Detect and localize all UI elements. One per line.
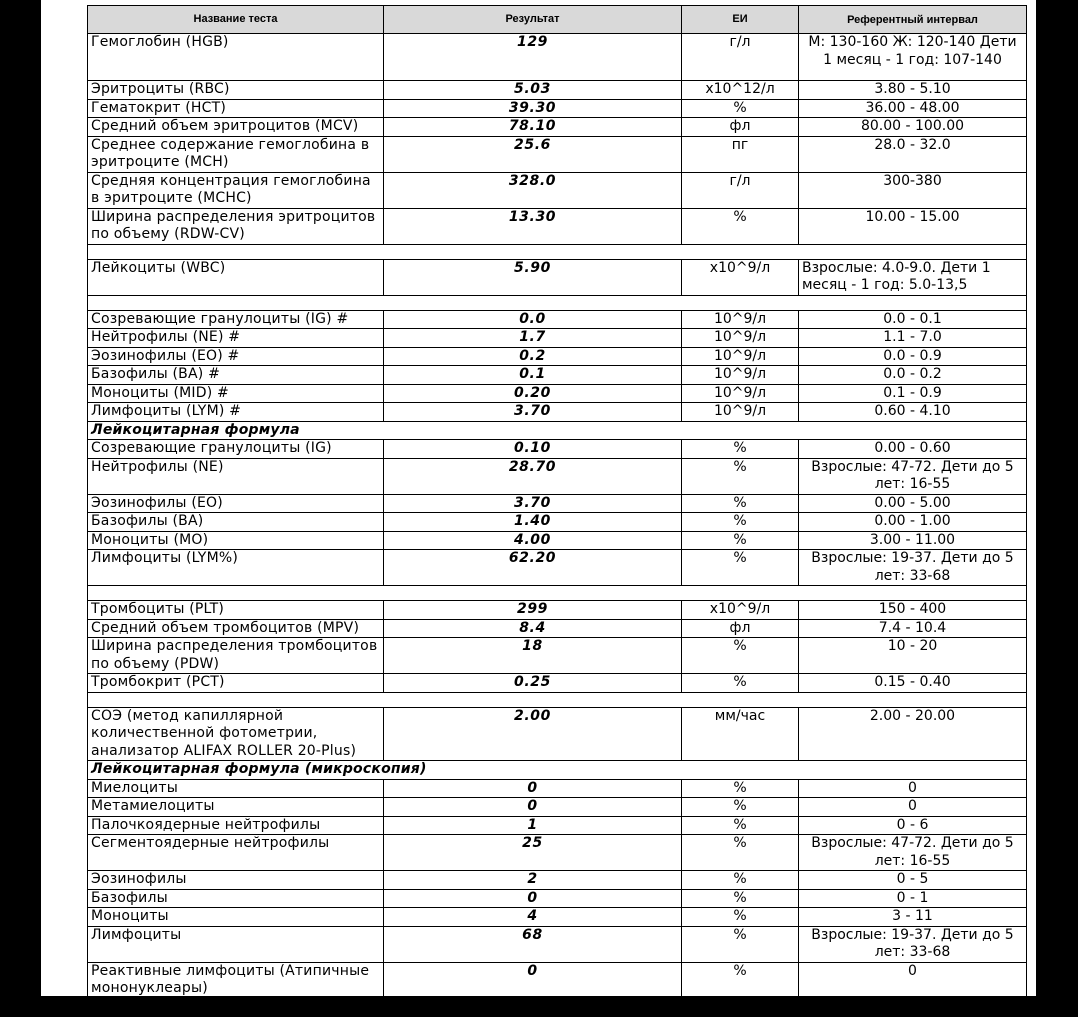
test-name-cell: Миелоциты bbox=[88, 779, 384, 798]
unit-cell: % bbox=[682, 962, 799, 998]
result-cell: 1.7 bbox=[384, 329, 682, 348]
result-cell: 8.4 bbox=[384, 619, 682, 638]
result-cell: 0.25 bbox=[384, 674, 682, 693]
test-name-cell: Эозинофилы (EO) # bbox=[88, 347, 384, 366]
test-name-cell: Гематокрит (HCT) bbox=[88, 99, 384, 118]
test-name-cell: Ширина распределения эритроцитов по объему (RDW-CV) bbox=[88, 208, 384, 244]
unit-cell: x10^12/л bbox=[682, 81, 799, 100]
unit-cell: % bbox=[682, 926, 799, 962]
reference-cell: 0 - 5 bbox=[799, 871, 1027, 890]
result-cell: 18 bbox=[384, 638, 682, 674]
reference-cell: 7.4 - 10.4 bbox=[799, 619, 1027, 638]
table-row bbox=[88, 440, 1027, 459]
result-cell: 0 bbox=[384, 889, 682, 908]
result-cell: 68 bbox=[384, 926, 682, 962]
result-cell: 0.2 bbox=[384, 347, 682, 366]
unit-cell: % bbox=[682, 99, 799, 118]
result-cell: 5.90 bbox=[384, 259, 682, 295]
test-name-cell: Тромбокрит (PCT) bbox=[88, 674, 384, 693]
unit-cell: % bbox=[682, 779, 799, 798]
test-name-cell: Базофилы (BA) bbox=[88, 513, 384, 532]
section-header-row bbox=[88, 421, 1027, 440]
reference-cell: 0.15 - 0.40 bbox=[799, 674, 1027, 693]
result-cell: 3.70 bbox=[384, 403, 682, 422]
table-row bbox=[88, 172, 1027, 208]
test-name-cell: Метамиелоциты bbox=[88, 798, 384, 817]
section-header-row bbox=[88, 761, 1027, 780]
test-name-cell: Лейкоциты (WBC) bbox=[88, 259, 384, 295]
result-cell: 2.00 bbox=[384, 707, 682, 761]
reference-cell: 0.60 - 4.10 bbox=[799, 403, 1027, 422]
reference-cell: 10 - 20 bbox=[799, 638, 1027, 674]
unit-cell: % bbox=[682, 513, 799, 532]
result-cell: 2 bbox=[384, 871, 682, 890]
unit-cell: 10^9/л bbox=[682, 384, 799, 403]
result-cell: 0.20 bbox=[384, 384, 682, 403]
table-row bbox=[88, 871, 1027, 890]
test-name-cell: Реактивные лимфоциты (Атипичные мононуклеары) bbox=[88, 962, 384, 998]
table-header-row bbox=[88, 6, 1027, 34]
result-cell: 39.30 bbox=[384, 99, 682, 118]
table-spacer-row bbox=[88, 244, 1027, 259]
test-name-cell: Нейтрофилы (NE) bbox=[88, 458, 384, 494]
reference-cell: 36.00 - 48.00 bbox=[799, 99, 1027, 118]
unit-cell: % bbox=[682, 531, 799, 550]
test-name-cell: Базофилы bbox=[88, 889, 384, 908]
table-row bbox=[88, 619, 1027, 638]
test-name-cell: Средний объем тромбоцитов (MPV) bbox=[88, 619, 384, 638]
reference-cell: 0.00 - 1.00 bbox=[799, 513, 1027, 532]
table-row bbox=[88, 403, 1027, 422]
unit-cell: % bbox=[682, 871, 799, 890]
reference-cell: 0.1 - 0.9 bbox=[799, 384, 1027, 403]
test-name-cell: Тромбоциты (PLT) bbox=[88, 601, 384, 620]
test-name-cell: Эозинофилы (EO) bbox=[88, 494, 384, 513]
reference-cell: Взрослые: 4.0-9.0. Дети 1 месяц - 1 год: 5.0-13,5 bbox=[799, 259, 1027, 295]
result-cell: 328.0 bbox=[384, 172, 682, 208]
test-name-cell: Гемоглобин (HGB) bbox=[88, 34, 384, 81]
header-result: Результат bbox=[384, 6, 682, 34]
test-name-cell: Нейтрофилы (NE) # bbox=[88, 329, 384, 348]
result-cell: 129 bbox=[384, 34, 682, 81]
table-row bbox=[88, 494, 1027, 513]
result-cell: 4.00 bbox=[384, 531, 682, 550]
unit-cell: % bbox=[682, 494, 799, 513]
test-name-cell: Моноциты (MO) bbox=[88, 531, 384, 550]
table-row bbox=[88, 259, 1027, 295]
results-body bbox=[88, 34, 1027, 1017]
test-name-cell: Эозинофилы bbox=[88, 871, 384, 890]
table-row bbox=[88, 835, 1027, 871]
test-name-cell: Средняя концентрация гемоглобина в эритроците (MCHC) bbox=[88, 172, 384, 208]
unit-cell: % bbox=[682, 674, 799, 693]
result-cell: 4 bbox=[384, 908, 682, 927]
reference-cell: 0.0 - 0.9 bbox=[799, 347, 1027, 366]
table-spacer-row bbox=[88, 586, 1027, 601]
table-row bbox=[88, 366, 1027, 385]
unit-cell: 10^9/л bbox=[682, 329, 799, 348]
table-row bbox=[88, 118, 1027, 137]
test-name-cell: Лимфоциты (LYM%) bbox=[88, 550, 384, 586]
test-name-cell: Ширина распределения тромбоцитов по объему (PDW) bbox=[88, 638, 384, 674]
table-row bbox=[88, 99, 1027, 118]
reference-cell: Взрослые: 47-72. Дети до 5 лет: 16-55 bbox=[799, 458, 1027, 494]
unit-cell: x10^9/л bbox=[682, 259, 799, 295]
unit-cell: фл bbox=[682, 619, 799, 638]
result-cell: 25 bbox=[384, 835, 682, 871]
table-row bbox=[88, 926, 1027, 962]
test-name-cell: Моноциты (MID) # bbox=[88, 384, 384, 403]
result-cell: 28.70 bbox=[384, 458, 682, 494]
reference-cell: 0 bbox=[799, 962, 1027, 998]
table-row bbox=[88, 798, 1027, 817]
reference-cell: 150 - 400 bbox=[799, 601, 1027, 620]
unit-cell: % bbox=[682, 208, 799, 244]
unit-cell: % bbox=[682, 458, 799, 494]
unit-cell: 10^9/л bbox=[682, 347, 799, 366]
reference-cell: 0 - 6 bbox=[799, 816, 1027, 835]
table-row bbox=[88, 889, 1027, 908]
unit-cell: г/л bbox=[682, 172, 799, 208]
unit-cell: пг bbox=[682, 136, 799, 172]
result-cell: 0 bbox=[384, 779, 682, 798]
section-title: Лейкоцитарная формула bbox=[88, 421, 1027, 440]
table-row bbox=[88, 81, 1027, 100]
unit-cell: x10^9/л bbox=[682, 601, 799, 620]
reference-cell: Взрослые: 19-37. Дети до 5 лет: 33-68 bbox=[799, 926, 1027, 962]
reference-cell: 3.00 - 11.00 bbox=[799, 531, 1027, 550]
reference-cell: 10.00 - 15.00 bbox=[799, 208, 1027, 244]
table-row bbox=[88, 908, 1027, 927]
unit-cell: г/л bbox=[682, 34, 799, 81]
unit-cell: 10^9/л bbox=[682, 403, 799, 422]
header-reference: Референтный интервал bbox=[799, 6, 1027, 34]
table-row bbox=[88, 310, 1027, 329]
test-name-cell: Палочкоядерные нейтрофилы bbox=[88, 816, 384, 835]
test-name-cell: Сегментоядерные нейтрофилы bbox=[88, 835, 384, 871]
table-spacer-row bbox=[88, 295, 1027, 310]
reference-cell: 80.00 - 100.00 bbox=[799, 118, 1027, 137]
test-name-cell: Лимфоциты bbox=[88, 926, 384, 962]
spacer-cell bbox=[88, 295, 1027, 310]
unit-cell: % bbox=[682, 638, 799, 674]
reference-cell: 2.00 - 20.00 bbox=[799, 707, 1027, 761]
reference-cell: 1.1 - 7.0 bbox=[799, 329, 1027, 348]
table-row bbox=[88, 550, 1027, 586]
unit-cell: % bbox=[682, 835, 799, 871]
table-row bbox=[88, 347, 1027, 366]
reference-cell: 0.00 - 5.00 bbox=[799, 494, 1027, 513]
table-row bbox=[88, 329, 1027, 348]
header-test-name: Название теста bbox=[88, 6, 384, 34]
table-row bbox=[88, 513, 1027, 532]
result-cell: 1.40 bbox=[384, 513, 682, 532]
result-cell: 3.70 bbox=[384, 494, 682, 513]
table-row bbox=[88, 638, 1027, 674]
test-name-cell: Среднее содержание гемоглобина в эритроците (MCH) bbox=[88, 136, 384, 172]
result-cell: 0.10 bbox=[384, 440, 682, 459]
report-sheet bbox=[41, 0, 1036, 1015]
result-cell: 1 bbox=[384, 816, 682, 835]
reference-cell: 0.00 - 0.60 bbox=[799, 440, 1027, 459]
unit-cell: % bbox=[682, 816, 799, 835]
result-cell: 78.10 bbox=[384, 118, 682, 137]
reference-cell: 0.0 - 0.1 bbox=[799, 310, 1027, 329]
reference-cell: 28.0 - 32.0 bbox=[799, 136, 1027, 172]
table-row bbox=[88, 962, 1027, 998]
unit-cell: 10^9/л bbox=[682, 366, 799, 385]
unit-cell: фл bbox=[682, 118, 799, 137]
reference-cell: 300-380 bbox=[799, 172, 1027, 208]
reference-cell: 0 - 1 bbox=[799, 889, 1027, 908]
unit-cell: % bbox=[682, 908, 799, 927]
reference-cell: 0.0 - 0.2 bbox=[799, 366, 1027, 385]
unit-cell: мм/час bbox=[682, 707, 799, 761]
reference-cell: 0 bbox=[799, 798, 1027, 817]
spacer-cell bbox=[88, 586, 1027, 601]
test-name-cell: Созревающие гранулоциты (IG) bbox=[88, 440, 384, 459]
result-cell: 13.30 bbox=[384, 208, 682, 244]
result-cell: 0.1 bbox=[384, 366, 682, 385]
test-name-cell: СОЭ (метод капиллярной количественной фотометрии, анализатор ALIFAX ROLLER 20-Plus) bbox=[88, 707, 384, 761]
table-row bbox=[88, 136, 1027, 172]
reference-cell: 3.80 - 5.10 bbox=[799, 81, 1027, 100]
unit-cell: % bbox=[682, 889, 799, 908]
result-cell: 62.20 bbox=[384, 550, 682, 586]
unit-cell: % bbox=[682, 998, 799, 1017]
spacer-cell bbox=[88, 692, 1027, 707]
test-name-cell: Созревающие гранулоциты (IG) # bbox=[88, 310, 384, 329]
reference-cell: М: 130-160 Ж: 120-140 Дети 1 месяц - 1 год: 107-140 bbox=[799, 34, 1027, 81]
table-row bbox=[88, 998, 1027, 1017]
table-row bbox=[88, 34, 1027, 81]
header-unit: ЕИ bbox=[682, 6, 799, 34]
table-row bbox=[88, 674, 1027, 693]
test-name-cell: Средний объем эритроцитов (MCV) bbox=[88, 118, 384, 137]
result-cell: 299 bbox=[384, 601, 682, 620]
table-row bbox=[88, 531, 1027, 550]
spacer-cell bbox=[88, 244, 1027, 259]
table-row bbox=[88, 458, 1027, 494]
reference-cell: Взрослые: 47-72. Дети до 5 лет: 16-55 bbox=[799, 835, 1027, 871]
test-name-cell: Плазматические клетки bbox=[88, 998, 384, 1017]
result-cell: 25.6 bbox=[384, 136, 682, 172]
reference-cell: Взрослые: 19-37. Дети до 5 лет: 33-68 bbox=[799, 550, 1027, 586]
table-spacer-row bbox=[88, 692, 1027, 707]
reference-cell: 0 bbox=[799, 998, 1027, 1017]
section-title: Лейкоцитарная формула (микроскопия) bbox=[88, 761, 1027, 780]
result-cell: 5.03 bbox=[384, 81, 682, 100]
table-row bbox=[88, 384, 1027, 403]
unit-cell: % bbox=[682, 440, 799, 459]
results-table bbox=[87, 5, 1027, 1017]
test-name-cell: Эритроциты (RBC) bbox=[88, 81, 384, 100]
test-name-cell: Лимфоциты (LYM) # bbox=[88, 403, 384, 422]
table-row bbox=[88, 208, 1027, 244]
result-cell: 0 bbox=[384, 998, 682, 1017]
unit-cell: % bbox=[682, 550, 799, 586]
result-cell: 0.0 bbox=[384, 310, 682, 329]
result-cell: 0 bbox=[384, 798, 682, 817]
reference-cell: 3 - 11 bbox=[799, 908, 1027, 927]
test-name-cell: Базофилы (BA) # bbox=[88, 366, 384, 385]
test-name-cell: Моноциты bbox=[88, 908, 384, 927]
table-row bbox=[88, 601, 1027, 620]
result-cell: 0 bbox=[384, 962, 682, 998]
unit-cell: 10^9/л bbox=[682, 310, 799, 329]
table-row bbox=[88, 707, 1027, 761]
unit-cell: % bbox=[682, 798, 799, 817]
table-row bbox=[88, 779, 1027, 798]
reference-cell: 0 bbox=[799, 779, 1027, 798]
table-row bbox=[88, 816, 1027, 835]
